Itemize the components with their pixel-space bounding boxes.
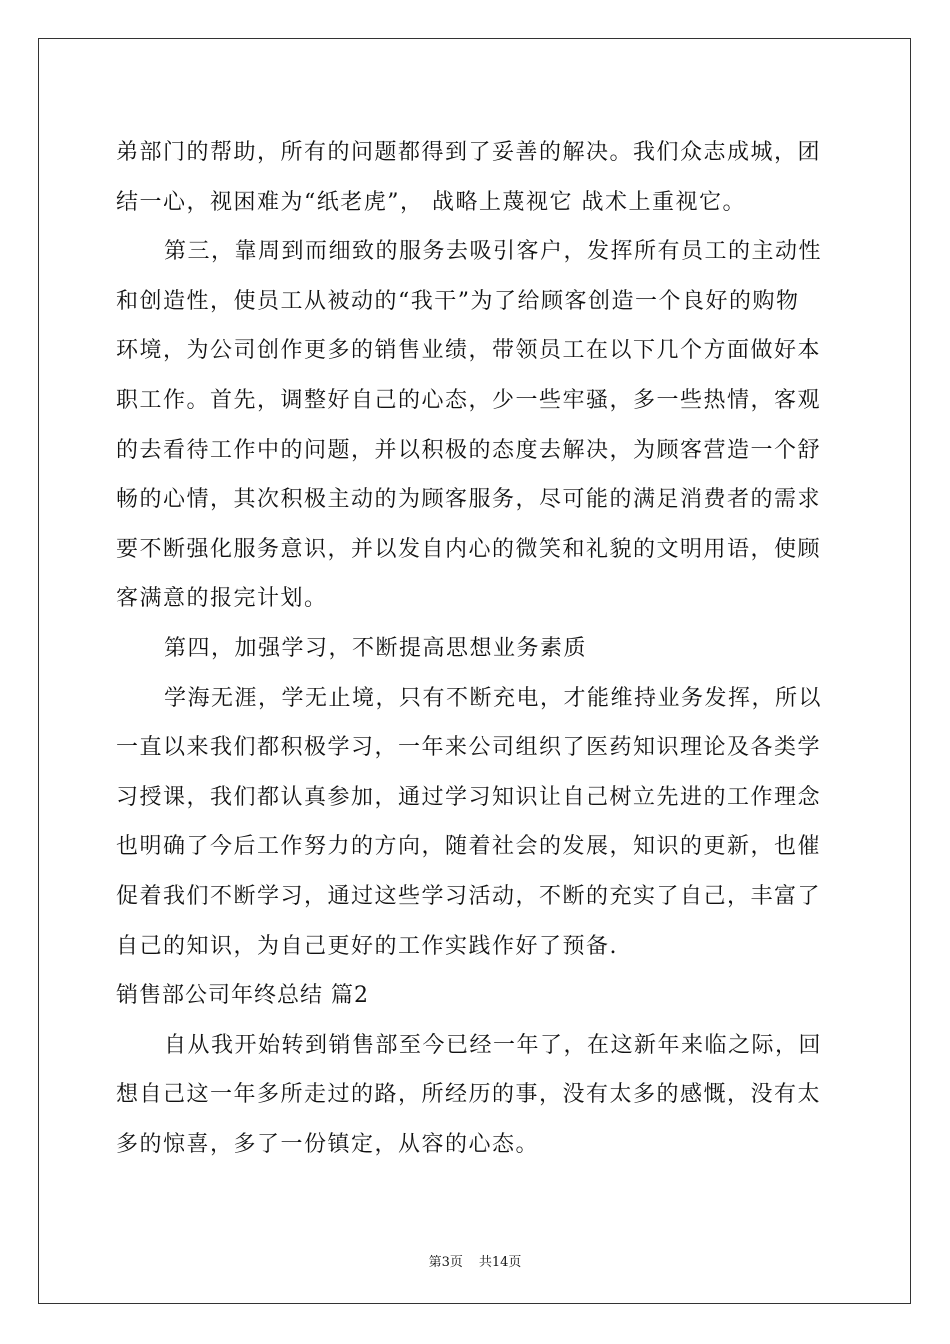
- text-line: 第三，靠周到而细致的服务去吸引客户，发挥所有员工的主动性: [164, 239, 823, 265]
- text-line: 要不断强化服务意识，并以发自内心的微笑和礼貌的文明用语，使顾: [116, 536, 822, 562]
- text-line: 结一心，视困难为“纸老虎”， 战略上蔑视它 战术上重视它。: [116, 189, 746, 215]
- text-line: 一直以来我们都积极学习，一年来公司组织了医药知识理论及各类学: [116, 735, 822, 761]
- text-line: 促着我们不断学习，通过这些学习活动，不断的充实了自己，丰富了: [116, 883, 822, 909]
- text-line: 客满意的报完计划。: [116, 586, 328, 612]
- section-heading-four: 第四，加强学习，不断提高思想业务素质: [164, 635, 588, 661]
- document-body: [116, 128, 838, 1169]
- page-footer: [0, 1251, 950, 1270]
- page-number: 第3页: [428, 1255, 463, 1270]
- text-line: 也明确了今后工作努力的方向，随着社会的发展，知识的更新，也催: [116, 834, 822, 860]
- page-total: 共14页: [478, 1255, 522, 1270]
- text-line: 多的惊喜，多了一份镇定，从容的心态。: [116, 1131, 540, 1157]
- text-line: 想自己这一年多所走过的路，所经历的事，没有太多的感慨，没有太: [116, 1082, 822, 1108]
- text-line: 和创造性，使员工从被动的“我干”为了给顾客创造一个良好的购物: [116, 288, 800, 314]
- text-line: 职工作。首先，调整好自己的心态，少一些牢骚，多一些热情，客观: [116, 387, 822, 413]
- text-line: 学海无涯，学无止境，只有不断充电，才能维持业务发挥，所以: [164, 685, 823, 711]
- text-line: 环境，为公司创作更多的销售业绩，带领员工在以下几个方面做好本: [116, 338, 822, 364]
- text-line: 畅的心情，其次积极主动的为顾客服务，尽可能的满足消费者的需求: [116, 487, 822, 513]
- article-title-part-2: 销售部公司年终总结 篇2: [116, 983, 369, 1009]
- text-line: 自从我开始转到销售部至今已经一年了，在这新年来临之际，回: [164, 1032, 823, 1058]
- text-line: 习授课，我们都认真参加，通过学习知识让自己树立先进的工作理念: [116, 784, 822, 810]
- text-line: 自己的知识，为自己更好的工作实践作好了预备.: [116, 933, 618, 959]
- text-line: 弟部门的帮助，所有的问题都得到了妥善的解决。我们众志成城，团: [116, 140, 822, 165]
- text-line: 的去看待工作中的问题，并以积极的态度去解决，为顾客营造一个舒: [116, 437, 822, 463]
